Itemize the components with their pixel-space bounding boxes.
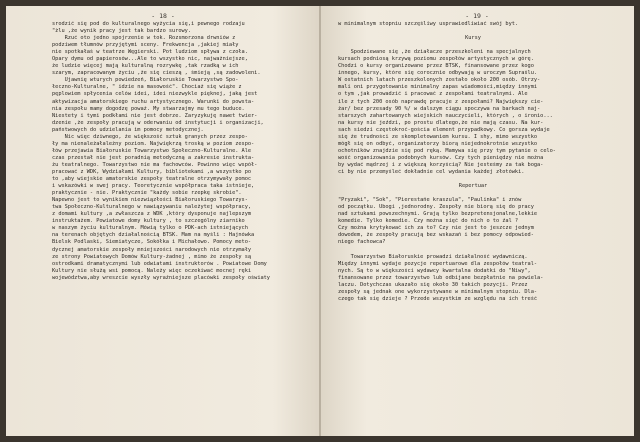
text-line: na kursy nie jeździ, po prostu dlatego,że nie mają czasu. Na kur- <box>338 119 544 126</box>
text-line <box>338 42 608 49</box>
left-page-text <box>52 21 304 282</box>
text-line: łeczno-Kulturalne, " idzie na masowość". Chociaż się wiąże z <box>52 84 242 91</box>
text-line: pęplowiem spłycenia celów idei, idei niezwykle pięknej, jaką jest <box>52 91 258 98</box>
text-line: sach siedzi częstokroć-gościa element przypadkowy. Co gorsza wydaje <box>338 126 550 133</box>
text-line: Nic więc dziwnego, że większość sztuk granych przez zespo- <box>52 133 248 140</box>
text-line: z domami kultury ,a zwłaszcza z WDK ,który dysponuje najlepszym <box>52 211 252 218</box>
text-line: niego fachowca? <box>338 239 386 246</box>
text-line: wość organizowania podobnych kursów. Czy tych pieniędzy nie można <box>338 154 544 161</box>
text-line: Rzuć oto jedno spojrzenie w tok. Rozsmorzona drwniów z <box>52 35 236 42</box>
text-line: aktywizacja amatorskiego ruchu artystycznego. Warunki do powsta- <box>52 98 255 105</box>
text-line: Między innymi wydaje pozycje repertuarowe dla zespołów teatral- <box>338 260 538 267</box>
text-line: nych. Są to w większości wydawcy kwartalna dodatki do "Niwy", <box>338 267 531 274</box>
text-line: że ludzie więcej mają kulturalną rozrywkę ,tak rzadką w ich <box>52 63 239 70</box>
left-page-number: - 18 - <box>151 12 175 20</box>
text-line: ły ma nienależałależny poziom. Najwiękrzą troską w poziom zespo- <box>52 140 255 147</box>
text-line: instruktażem. Powiatowe domy kultury , to szczególny ziarniko <box>52 218 245 225</box>
text-line: nie spotkałaś w teatrze Węgierski. Pot ludziom spływa z czoła. <box>52 49 248 56</box>
text-line: dzenie ,że zespoły pracują w oderwaniu od instytucji i organizacji, <box>52 119 264 126</box>
text-line: od początku. Ubogi ,jednorodny. Zespoły nie biorą się do pracy <box>338 204 534 211</box>
text-line: ile z tych 200 osób naprawdę pracuje z zespołami? Największy cie- <box>338 98 544 105</box>
text-line: mógł się on odbyć, organizatorzy biorą niejednokrotnie wszystko <box>338 140 538 147</box>
text-line: w minimalnym stopniu szczęśliwy usprawiedliwiać swój byt. <box>338 21 519 27</box>
text-line: laczu. Dotychczas ukazało się około 30 takich pozycji. Przez <box>338 281 528 288</box>
text-line: Opary dymu od papierosów...Ale to wszystko nic, najważniejsze, <box>52 56 248 63</box>
text-line: nia zespołu mamy dogodzę poważ. My stwarzajmy mu tego buduce. <box>52 105 245 112</box>
text-line <box>338 247 608 254</box>
text-line: podziwem tłumnów przyjętymi sceny. Frekwencja ,jakiej miały <box>52 42 239 49</box>
right-page-number: - 19 - <box>465 12 489 20</box>
text-line: Niestety i tymi podkłami nie jest dobrze. Zaryzykuję nawet twier- <box>52 112 258 119</box>
section-heading: Repertuar <box>458 183 488 190</box>
text-line: nad sztukami powszechnymi. Grają tylko bezpretensjonalne,lekkie <box>338 211 538 218</box>
text-line: starszych zahartowanych wiejskich nauczycieli, których , o ironio... <box>338 112 553 119</box>
text-line: mali oni przygotowanie minimalny zapas wiadomości,między innymi <box>338 84 538 91</box>
text-line: "Pryzaki", "Sok", "Pierestańe kraszula", "Paulinka" i znów <box>338 197 522 204</box>
text-line: W ostatnich latach przeszkolonych zostało około 200 osób. Otrzy- <box>338 77 541 84</box>
text-line: Kultury nie służą wsi pomocą. Należy więc oczekiwać mocnej ręki <box>52 267 252 274</box>
text-line: komedie. Tylko komedie. Czy można sięć do nich o to źal ? <box>338 218 519 225</box>
text-line: Ujawnię wturych powiedzeń, Białoruskie Towarzystwo Spo- <box>52 77 239 84</box>
section-heading: Kursy <box>465 35 481 42</box>
binding-gutter <box>319 6 321 436</box>
text-line: szarym, zapracowanym życiu ,że się cieszą , śmieją ,są zadowoleni. <box>52 70 261 77</box>
text-line: Spodziewane się ,że działacze przeszkoleni na specjalnych <box>338 49 531 56</box>
text-line: się że trudności ze skompletowaniem kursu. I shy, mimo wszystko <box>338 133 538 140</box>
text-line: by wydać mądrzej i z większą korzyścią? Nie jesteśmy za tak boga- <box>338 161 544 168</box>
text-line: pracować z WDK, Wydziałami Kultury, bibliotekami ,a wszystko po <box>52 168 252 175</box>
right-page <box>320 6 634 436</box>
text-line: ze strony Powiatowych Domów Kultury-żadnej , mimo że zespoły są <box>52 253 252 260</box>
text-line: praktycznie - nie. Praktycznie "każdy sobie rzepkę skrobie". <box>52 190 242 197</box>
right-page-text <box>338 21 608 303</box>
text-line: Czy można krytykować ich za to? Czy nie jest to jeszcze jednym <box>338 225 534 232</box>
text-line: i wskazówki w swej pracy. Teoretycznie współpraca taka istnieje, <box>52 183 255 190</box>
text-line: dycznej amatorskie zespoły mniejszości narodowych nie otrzymały <box>52 246 252 253</box>
text-line: twa Społeczno-Kulturalnego w nawiązywaniu należytej współpracy, <box>52 204 252 211</box>
text-line: Bielsk Podlaski, Siemiatycze, Sokółka i Michałowo. Pomocy meto- <box>52 239 252 246</box>
text-line <box>338 176 608 183</box>
text-line: ostrodkami dramatycznymi lub odwiatami instruktorów . Powiatowe Domy <box>52 260 267 267</box>
text-line: czas przestał nie jest poradnią metodyczną a zakresie instrukta- <box>52 154 255 161</box>
text-line: srodzić się pod do kulturalnego wyżycia się,i pewnego rodzaju <box>52 21 245 27</box>
text-line: kursach podniosą krzywą poziomu zespołów artystycznych w górę. <box>338 56 534 63</box>
text-line: żu teatralnego. Towarzystwo nie ma fachowców. Powinno więc współ- <box>52 161 258 168</box>
text-line: łów przejawia Białoruskie Towarzystwo Społeczno-Kulturalne. Ale <box>52 147 252 154</box>
text-line: w naszym życiu kulturalnym. Mówią tylko o PDK-ach istniejących <box>52 225 248 232</box>
text-line: na terenach objętych działalnością BTSK. Mam na myśli : Hajnówka <box>52 232 255 239</box>
text-line: Chodzi o kursy organizowane przez BTSK, finansowane przez kogo <box>338 63 534 70</box>
text-line: innego, kursy, które się corocznie odbywają w uroczym Supraślu. <box>338 70 538 77</box>
text-line: czego tak się dzieje ? Przede wszystkim ze względu na ich treść <box>338 295 538 302</box>
left-page <box>6 6 320 436</box>
text-line: państwowych do udzielania im pomocy metodycznej. <box>52 126 204 133</box>
text-line <box>338 28 608 35</box>
text-line <box>338 190 608 197</box>
text-line: dowodem, że zespoły pracują bez wskazań i bez pomocy odpowied- <box>338 232 534 239</box>
text-line: województwa,aby wreszcie wyszły wyraźniejsze placówki zespoły oświaty <box>52 274 270 281</box>
text-line: finansowane przez towarzystwo lub odbijane bezpłatnie na powiela- <box>338 274 544 281</box>
text-line: ochotników znajdzie się pod ręką. Mamywa się przy tym pytanie o celo- <box>338 147 556 154</box>
text-line: Napewno jest to wynikiem niezwiązłości Białoruskiego Towarzys- <box>52 197 248 204</box>
document-spread <box>6 6 634 436</box>
text-line: o tym ,jak prowadzić i pracować z zespołami teatralnymi. Ale <box>338 91 528 98</box>
text-line: to ,aby wiejskie amatorskie zespoły teatralne otrzymywały pomoc <box>52 176 252 183</box>
text-line: zespoły są jednak one wykorzystywane w minimalnym stopniu. Dla- <box>338 288 538 295</box>
text-line: żar/ bez przesady 90 %/ w dalszym ciągu spoczywa na barkach naj- <box>338 105 541 112</box>
text-line: Towarzystwo Białoruskie prowadzi działalność wydawniczą. <box>338 253 528 260</box>
text-line: ci by nie przemyśleć dokładnie cel wydania każdej złotówki. <box>338 168 525 175</box>
text-line: "żlu ,że wynik pracy jest tak bardzo surowy. <box>52 28 191 35</box>
